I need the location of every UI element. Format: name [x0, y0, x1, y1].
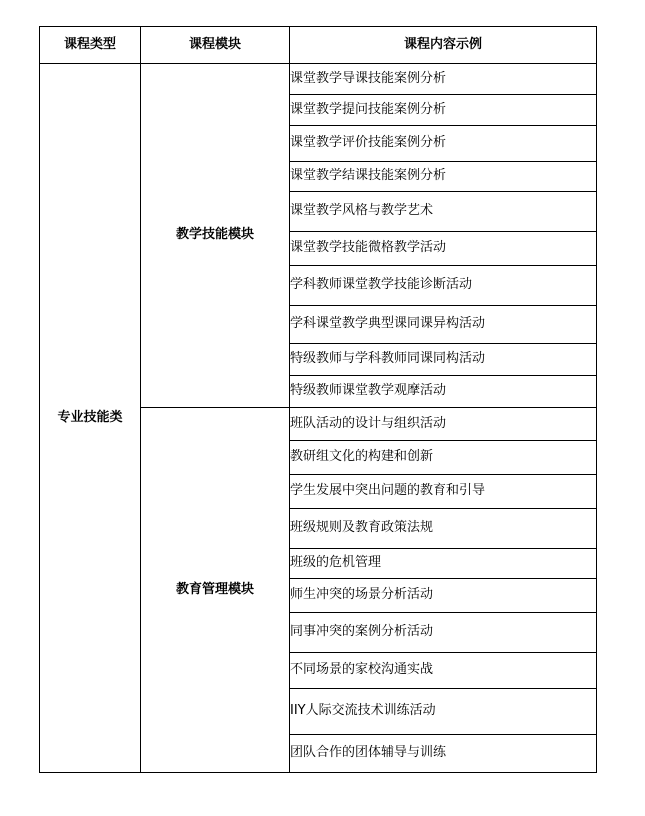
- header-course-content: 课程内容示例: [290, 27, 597, 64]
- content-item-cell: 学生发展中突出问题的教育和引导: [290, 475, 597, 509]
- content-item-cell: 教研组文化的构建和创新: [290, 441, 597, 475]
- content-item-cell: 班级的危机管理: [290, 549, 597, 579]
- content-item-cell: 课堂教学评价技能案例分析: [290, 126, 597, 162]
- content-item-cell: 同事冲突的案例分析活动: [290, 613, 597, 653]
- content-item-cell: 师生冲突的场景分析活动: [290, 579, 597, 613]
- content-item-cell: 团队合作的团体辅导与训练: [290, 735, 597, 773]
- content-item-cell: 学科课堂教学典型课同课异构活动: [290, 306, 597, 344]
- content-item-cell: 课堂教学技能微格教学活动: [290, 232, 597, 266]
- content-item-cell: 学科教师课堂教学技能诊断活动: [290, 266, 597, 306]
- module-cell: 教学技能模块: [141, 64, 290, 408]
- content-item-cell: 特级教师课堂教学观摩活动: [290, 376, 597, 408]
- table-row: [40, 64, 597, 95]
- course-table: [39, 26, 597, 773]
- content-item-cell: 不同场景的家校沟通实战: [290, 653, 597, 689]
- table-body: [40, 64, 597, 773]
- content-item-cell: IIY人际交流技术训练活动: [290, 689, 597, 735]
- content-item-cell: 特级教师与学科教师同课同构活动: [290, 344, 597, 376]
- content-item-cell: 课堂教学导课技能案例分析: [290, 64, 597, 95]
- content-item-cell: 课堂教学提问技能案例分析: [290, 95, 597, 126]
- module-cell: 教育管理模块: [141, 408, 290, 773]
- content-item-cell: 班队活动的设计与组织活动: [290, 408, 597, 441]
- header-course-module: 课程模块: [141, 27, 290, 64]
- content-item-cell: 课堂教学结课技能案例分析: [290, 162, 597, 192]
- header-course-type: 课程类型: [40, 27, 141, 64]
- course-type-cell: 专业技能类: [40, 64, 141, 773]
- content-item-cell: 班级规则及教育政策法规: [290, 509, 597, 549]
- header-row: [40, 27, 597, 64]
- content-item-cell: 课堂教学风格与教学艺术: [290, 192, 597, 232]
